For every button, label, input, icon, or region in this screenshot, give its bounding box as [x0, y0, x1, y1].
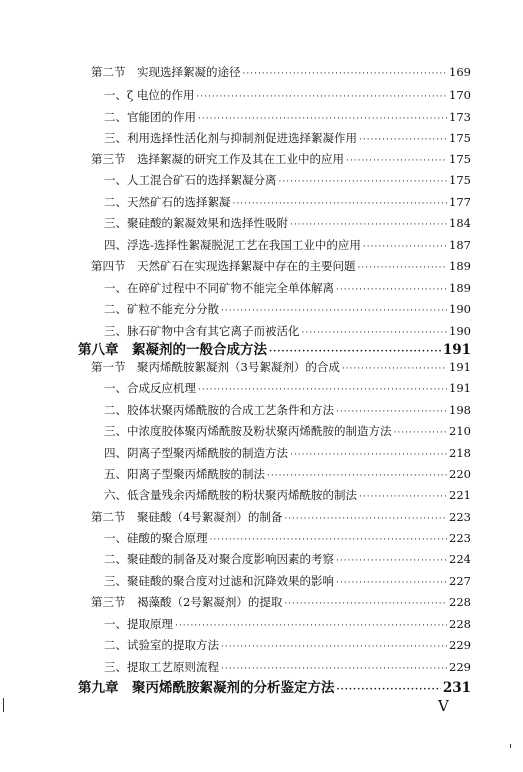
- toc-entry-title: 一、合成反应机理: [104, 381, 196, 395]
- toc-item-entry: [0, 87, 523, 103]
- toc-entry-title: 五、阳离子型聚丙烯酰胺的制法: [104, 467, 265, 481]
- scan-mark: [510, 744, 511, 748]
- toc-entry-title: 二、官能团的作用: [104, 110, 196, 124]
- toc-page-number: 175: [449, 131, 471, 145]
- toc-chapter-entry: [0, 676, 523, 696]
- toc-item-entry: [0, 466, 523, 482]
- toc-page-number: 175: [449, 152, 471, 166]
- dot-leader: [198, 385, 447, 395]
- dot-leader: [233, 199, 448, 209]
- toc-page-number: 228: [449, 617, 471, 631]
- dot-leader: [279, 177, 448, 187]
- dot-leader: [336, 556, 447, 566]
- toc-page-number: 190: [449, 302, 471, 316]
- toc-page-number: 177: [449, 195, 471, 209]
- toc-section-entry: [0, 64, 523, 80]
- toc-entry-title: 四、浮选-选择性絮凝脱泥工艺在我国工业中的应用: [104, 238, 361, 252]
- toc-item-entry: [0, 215, 523, 231]
- toc-item-entry: [0, 573, 523, 589]
- toc-entry-title: 三、聚硅酸的聚合度对过滤和沉降效果的影响: [104, 574, 334, 588]
- toc-item-entry: [0, 551, 523, 567]
- toc-entry-title: 第三节 选择絮凝的研究工作及其在工业中的应用: [91, 152, 344, 166]
- toc-page-number: 175: [449, 173, 471, 187]
- dot-leader: [284, 514, 447, 524]
- dot-leader: [267, 471, 447, 481]
- toc-item-entry: [0, 659, 523, 675]
- dot-leader: [342, 364, 447, 374]
- dot-leader: [363, 242, 447, 252]
- toc-section-entry: [0, 359, 523, 375]
- toc-page-number: 191: [442, 342, 471, 358]
- dot-leader: [359, 492, 447, 502]
- dot-leader: [394, 428, 448, 438]
- dot-leader: [196, 92, 447, 102]
- dot-leader: [221, 664, 447, 674]
- toc-entry-title: 一、人工混合矿石的选择絮凝分离: [104, 173, 277, 187]
- dot-leader: [290, 450, 447, 460]
- toc-entry-title: 三、中浓度胶体聚丙烯酰胺及粉状聚丙烯酰胺的制造方法: [104, 424, 392, 438]
- toc-page-number: 191: [449, 360, 471, 374]
- toc-item-entry: [0, 194, 523, 210]
- toc-page-number: 220: [449, 467, 471, 481]
- toc-entry-title: 二、试验室的提取方法: [104, 638, 219, 652]
- toc-page-number: 170: [449, 88, 471, 102]
- toc-entry-title: 一、ζ 电位的作用: [104, 88, 195, 102]
- dot-leader: [290, 220, 447, 230]
- toc-item-entry: [0, 637, 523, 653]
- toc-item-entry: [0, 423, 523, 439]
- dot-leader: [243, 69, 448, 79]
- toc-page-number: 223: [449, 531, 471, 545]
- toc-page-number: 229: [449, 660, 471, 674]
- toc-item-entry: [0, 130, 523, 146]
- dot-leader: [175, 621, 447, 631]
- toc-entry-title: 第四节 天然矿石在实现选择絮凝中存在的主要问题: [91, 259, 356, 273]
- dot-leader: [337, 685, 441, 695]
- toc-section-entry: [0, 509, 523, 525]
- toc-item-entry: [0, 445, 523, 461]
- toc-page-number: 169: [449, 65, 471, 79]
- toc-item-entry: [0, 109, 523, 125]
- toc-entry-title: 三、利用选择性活化剂与抑制剂促进选择絮凝作用: [104, 131, 357, 145]
- dot-leader: [269, 347, 441, 357]
- toc-entry-title: 第一节 聚丙烯酰胺絮凝剂（3号絮凝剂）的合成: [91, 360, 340, 374]
- toc-section-entry: [0, 151, 523, 167]
- toc-entry-title: 六、低含量残余丙烯酰胺的粉状聚丙烯酰胺的制法: [104, 488, 357, 502]
- toc-item-entry: [0, 402, 523, 418]
- toc-item-entry: [0, 172, 523, 188]
- toc-entry-title: 三、提取工艺原则流程: [104, 660, 219, 674]
- toc-page-number: 223: [449, 510, 471, 524]
- toc-item-entry: [0, 380, 523, 396]
- toc-entry-title: 第二节 聚硅酸（4号絮凝剂）的制备: [91, 510, 283, 524]
- toc-page-number: 191: [449, 381, 471, 395]
- toc-page-number: 189: [449, 281, 471, 295]
- toc-page-number: 221: [449, 488, 471, 502]
- toc-page-number: 218: [449, 446, 471, 460]
- toc-entry-title: 三、聚硅酸的絮凝效果和选择性吸附: [104, 216, 288, 230]
- page-number-folio: V: [438, 697, 449, 715]
- toc-item-entry: [0, 487, 523, 503]
- dot-leader: [221, 306, 447, 316]
- toc-page-number: 229: [449, 638, 471, 652]
- toc-page-number: 184: [449, 216, 471, 230]
- dot-leader: [210, 535, 448, 545]
- toc-entry-title: 第八章 絮凝剂的一般合成方法: [78, 342, 267, 358]
- dot-leader: [336, 407, 447, 417]
- toc-item-entry: [0, 301, 523, 317]
- toc-page-number: 228: [449, 595, 471, 609]
- scan-mark: [3, 698, 4, 712]
- toc-page-number: 224: [449, 552, 471, 566]
- toc-entry-title: 第三节 褐藻酸（2号絮凝剂）的提取: [91, 595, 283, 609]
- dot-leader: [284, 599, 447, 609]
- toc-page-number: 173: [449, 110, 471, 124]
- toc-page-number: 198: [449, 403, 471, 417]
- toc-entry-title: 第二节 实现选择絮凝的途径: [91, 65, 241, 79]
- toc-section-entry: [0, 594, 523, 610]
- toc-entry-title: 三、脉石矿物中含有其它离子而被活化: [104, 324, 300, 338]
- toc-item-entry: [0, 280, 523, 296]
- toc-entry-title: 一、硅酸的聚合原理: [104, 531, 208, 545]
- dot-leader: [336, 578, 447, 588]
- toc-entry-title: 二、天然矿石的选择絮凝: [104, 195, 231, 209]
- toc-section-entry: [0, 258, 523, 274]
- dot-leader: [359, 135, 447, 145]
- toc-page-number: 189: [449, 259, 471, 273]
- toc-entry-title: 二、矿粒不能充分分散: [104, 302, 219, 316]
- dot-leader: [302, 328, 448, 338]
- toc-entry-title: 二、聚硅酸的制备及对聚合度影响因素的考察: [104, 552, 334, 566]
- toc-entry-title: 一、提取原理: [104, 617, 173, 631]
- toc-item-entry: [0, 237, 523, 253]
- dot-leader: [221, 642, 447, 652]
- toc-entry-title: 四、阴离子型聚丙烯酰胺的制造方法: [104, 446, 288, 460]
- toc-item-entry: [0, 323, 523, 339]
- toc-page-number: 210: [449, 424, 471, 438]
- toc-page-number: 190: [449, 324, 471, 338]
- toc-item-entry: [0, 616, 523, 632]
- toc-entry-title: 一、在碎矿过程中不同矿物不能完全单体解离: [104, 281, 334, 295]
- toc-entry-title: 二、胶体状聚丙烯酰胺的合成工艺条件和方法: [104, 403, 334, 417]
- toc-chapter-entry: [0, 338, 523, 358]
- toc-entry-title: 第九章 聚丙烯酰胺絮凝剂的分析鉴定方法: [78, 680, 335, 696]
- toc-page-number: 231: [442, 680, 471, 696]
- toc-page-number: 227: [449, 574, 471, 588]
- dot-leader: [358, 263, 448, 273]
- toc-item-entry: [0, 530, 523, 546]
- dot-leader: [198, 114, 447, 124]
- dot-leader: [346, 156, 447, 166]
- dot-leader: [336, 285, 447, 295]
- toc-page-number: 187: [449, 238, 471, 252]
